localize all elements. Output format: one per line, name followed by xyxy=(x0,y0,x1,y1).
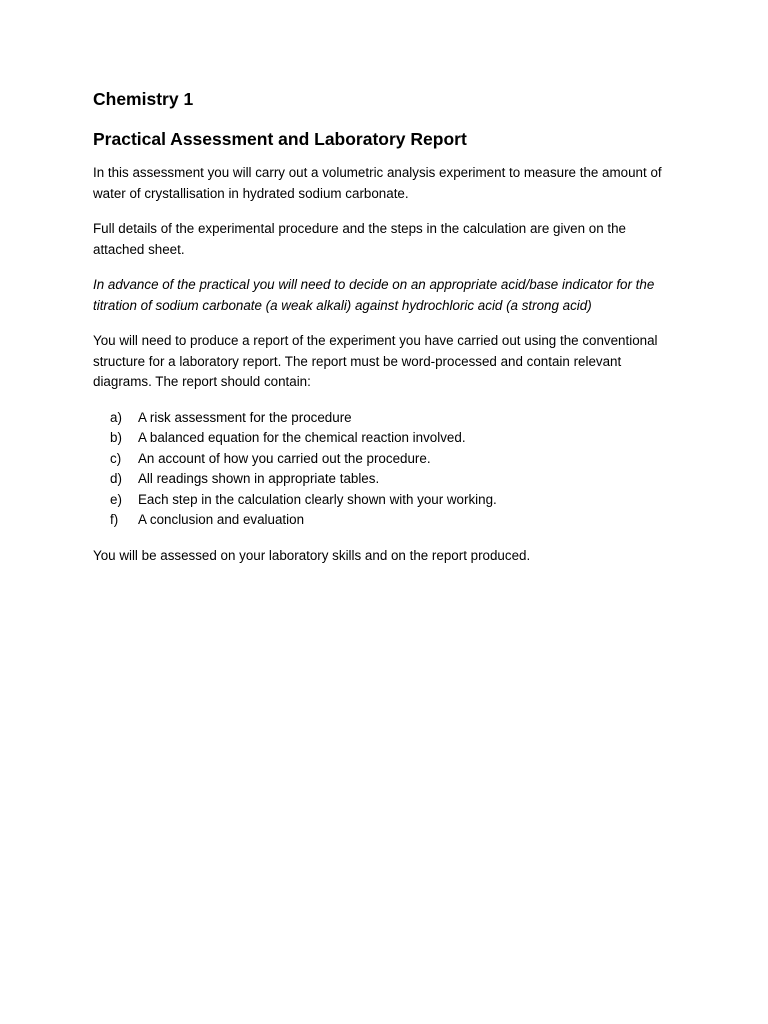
document-title: Practical Assessment and Laboratory Report xyxy=(93,129,467,149)
details-paragraph: Full details of the experimental procedure and the steps in the calculation are given on the attached sheet. xyxy=(93,221,626,257)
list-item-text: A balanced equation for the chemical reaction involved. xyxy=(138,430,466,445)
list-item xyxy=(110,490,675,511)
list-item-marker: a) xyxy=(110,409,122,425)
list-item xyxy=(110,428,675,449)
list-item-text: A conclusion and evaluation xyxy=(138,512,305,527)
list-item-marker: d) xyxy=(110,471,122,486)
list-item-marker: c) xyxy=(110,450,122,466)
list-item-text: All readings shown in appropriate tables. xyxy=(138,471,380,486)
requirements-list xyxy=(93,408,675,531)
closing-paragraph: You will be assessed on your laboratory skills and on the report produced. xyxy=(93,547,531,563)
list-item-text: A risk assessment for the procedure xyxy=(138,409,352,425)
list-item xyxy=(110,408,675,429)
list-item-marker: f) xyxy=(110,512,119,527)
list-item-text: Each step in the calculation clearly shown with your working. xyxy=(138,491,497,507)
advance-note-paragraph: In advance of the practical you will need to decide on an appropriate acid/base indicator for the titration of sodium carbonate (a weak alkali) against hydrochloric acid (a strong acid) xyxy=(93,277,655,313)
list-item-marker: e) xyxy=(110,491,122,507)
list-item xyxy=(110,449,675,470)
list-item xyxy=(110,510,675,531)
list-item xyxy=(110,469,675,490)
intro-paragraph: In this assessment you will carry out a volumetric analysis experiment to measure the amount of water of crystallisation in hydrated sodium carbonate. xyxy=(93,165,662,201)
list-item-marker: b) xyxy=(110,430,122,445)
course-title: Chemistry 1 xyxy=(93,89,194,109)
report-intro-paragraph: You will need to produce a report of the experiment you have carried out using the conventional structure for a laboratory report. The report must be word-processed and contain relevant diagrams. The report should contain: xyxy=(93,333,658,389)
list-item-text: An account of how you carried out the procedure. xyxy=(138,450,431,466)
